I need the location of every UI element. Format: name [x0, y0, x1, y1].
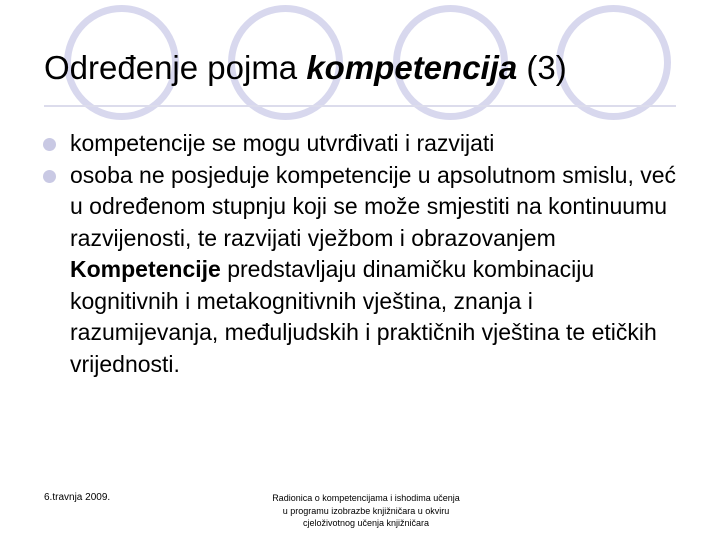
title-prefix: Određenje pojma [44, 49, 307, 86]
decorative-circle [556, 5, 671, 120]
title-divider [44, 105, 676, 107]
definition-term: Kompetencije [70, 256, 221, 282]
title-keyword: kompetencija [306, 49, 518, 86]
bullet-item [42, 160, 682, 255]
footer-caption-line: cjeloživotnog učenja knjižničara [302, 518, 430, 528]
slide-body [42, 128, 682, 380]
footer-caption-line: u programu izobrazbe knjižničara u okviru [282, 505, 450, 516]
bullet-icon [43, 138, 56, 151]
bullet-text: osoba ne posjeduje kompetencije u apsolutnom smislu, već u određenom stupnju koji se može smjestiti na kontinuumu razvijenosti, te razvijati vježbom i obrazovanjem [70, 161, 677, 251]
definition-paragraph [42, 254, 682, 380]
footer-caption-line: Radionica o kompetencijama i ishodima učenja [272, 493, 460, 503]
footer-date: 6.travnja 2009. [44, 492, 111, 503]
definition-text: predstavljaju dinamičku kombinaciju kognitivnih i metakognitivnih vještina, znanja i razumijevanja, međuljudskih i praktičnih vještina te etičkih vrijednosti. [70, 256, 657, 377]
footer-caption [246, 492, 486, 530]
bullet-icon [43, 170, 56, 183]
bullet-item [42, 128, 682, 160]
slide-title [44, 48, 567, 88]
title-suffix: (3) [517, 49, 567, 86]
bullet-text: kompetencije se mogu utvrđivati i razvijati [70, 130, 495, 156]
